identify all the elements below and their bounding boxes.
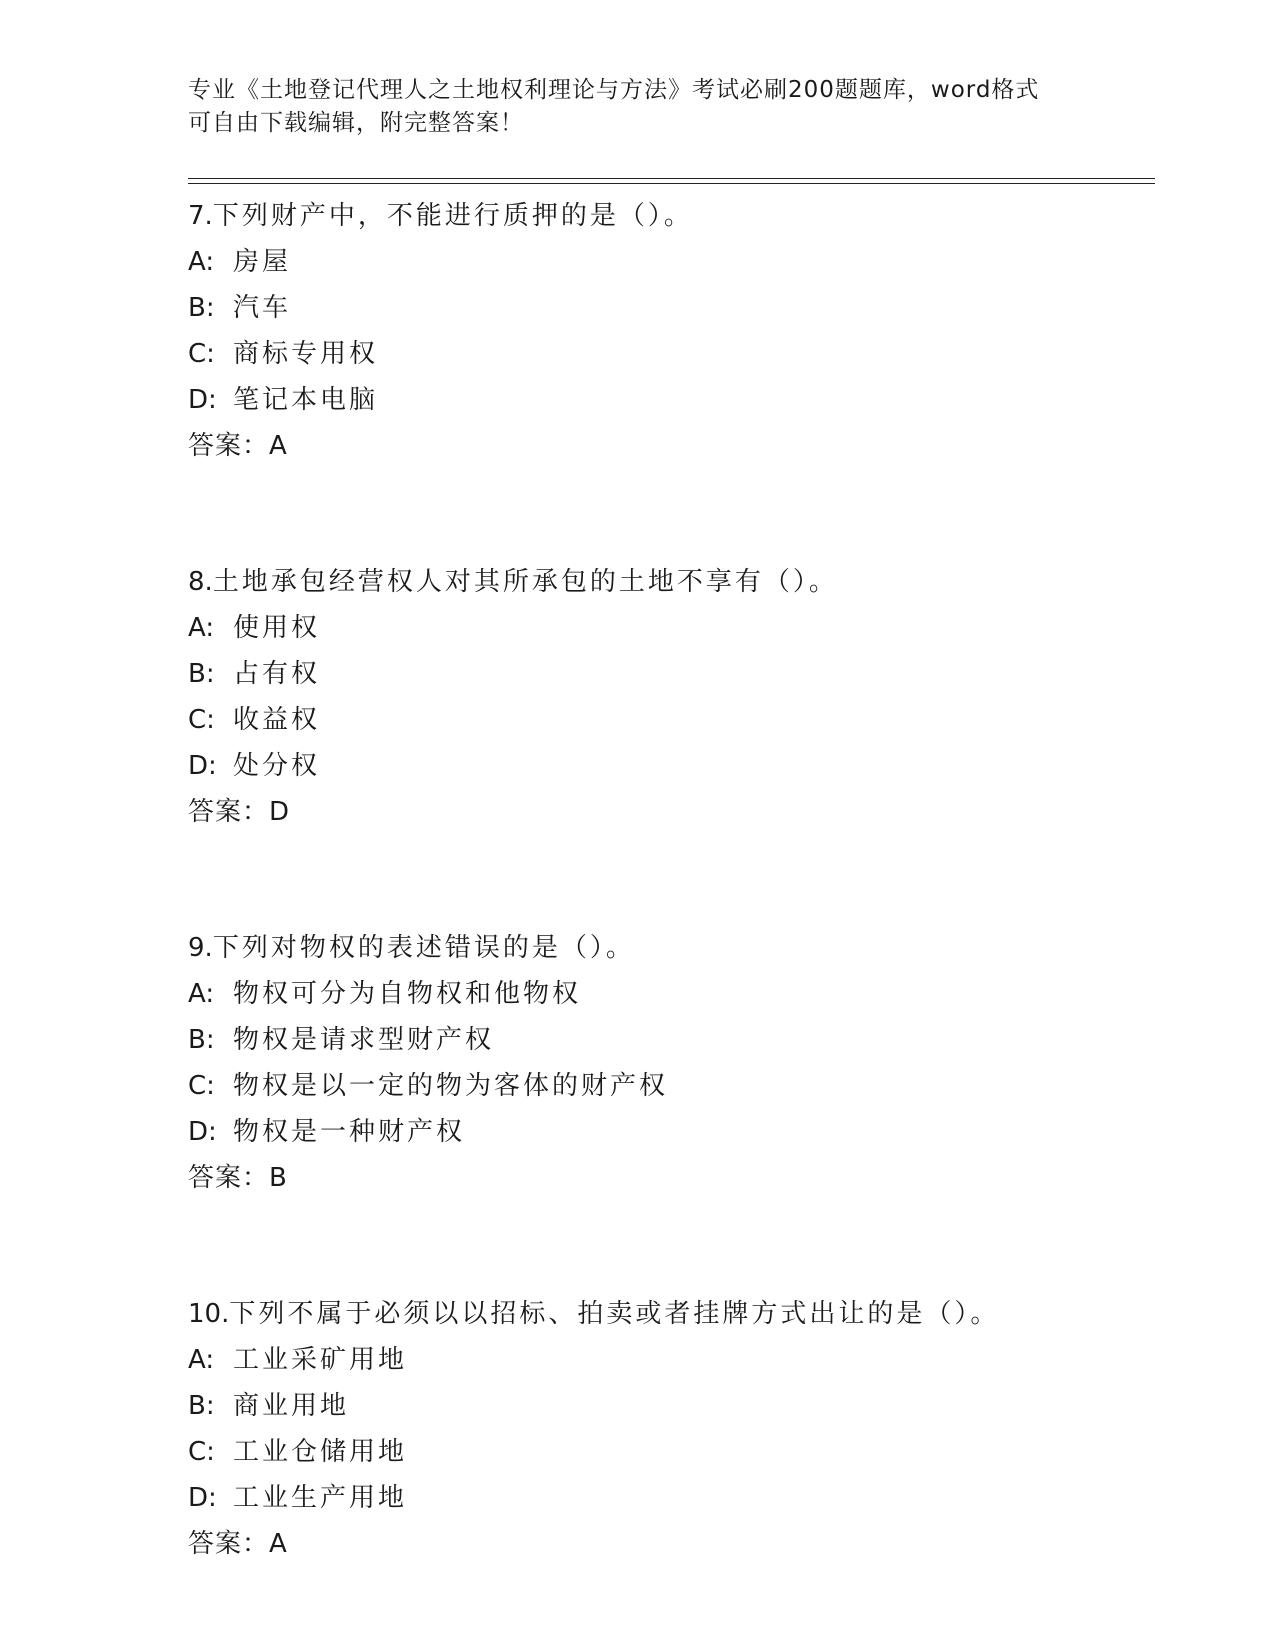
option-a [188,971,1148,1017]
answer-value: D [269,797,290,827]
option-text: 物权是一种财产权 [233,1117,466,1147]
option-letter: B: [188,1391,215,1421]
option-c [188,331,1148,377]
answer-line [188,423,1148,469]
option-d [188,743,1148,789]
option-text: 处分权 [233,751,321,781]
option-text: 商业用地 [233,1391,350,1421]
option-text: 收益权 [233,705,321,735]
question-stem [188,559,1148,605]
option-text: 物权可分为自物权和他物权 [233,979,582,1009]
question-10 [188,1291,1148,1567]
answer-label: 答案： [188,1529,270,1559]
option-text: 物权是请求型财产权 [233,1025,495,1055]
option-letter: C: [188,1071,215,1101]
option-letter: B: [188,1025,215,1055]
question-spacer [188,469,1148,559]
option-letter: A: [188,613,215,643]
answer-label: 答案： [188,431,270,461]
option-b [188,1383,1148,1429]
option-b [188,1017,1148,1063]
option-text: 工业生产用地 [233,1483,408,1513]
question-text: 土地承包经营权人对其所承包的土地不享有（）。 [212,567,838,597]
question-8 [188,559,1148,835]
option-c [188,697,1148,743]
answer-label: 答案： [188,1163,270,1193]
option-letter: A: [188,979,215,1009]
option-letter: A: [188,247,215,277]
question-number: 9. [188,933,213,963]
question-9 [188,925,1148,1201]
option-letter: D: [188,385,217,415]
question-spacer [188,835,1148,925]
question-number: 10. [188,1299,230,1329]
option-a [188,605,1148,651]
option-text: 占有权 [233,659,321,689]
question-number: 7. [188,201,213,231]
question-text: 下列对物权的表述错误的是（）。 [212,933,635,963]
option-d [188,1109,1148,1155]
answer-line [188,1521,1148,1567]
question-list [188,193,1148,1567]
option-letter: B: [188,659,215,689]
answer-line [188,1155,1148,1201]
option-letter: B: [188,293,215,323]
option-b [188,285,1148,331]
option-d [188,1475,1148,1521]
option-c [188,1429,1148,1475]
header-line-1: 专业《土地登记代理人之土地权利理论与方法》考试必刷200题题库，word格式 [188,77,1040,103]
option-a [188,239,1148,285]
option-a [188,1337,1148,1383]
answer-value: B [269,1163,287,1193]
option-d [188,377,1148,423]
option-text: 使用权 [233,613,321,643]
option-letter: C: [188,1437,215,1467]
question-stem [188,193,1148,239]
document-header [188,74,1088,140]
option-letter: D: [188,751,217,781]
option-text: 物权是以一定的物为客体的财产权 [233,1071,669,1101]
header-divider-top [188,178,1155,179]
option-letter: D: [188,1117,217,1147]
option-letter: A: [188,1345,215,1375]
option-letter: C: [188,705,215,735]
question-number: 8. [188,567,213,597]
header-line-2: 可自由下载编辑，附完整答案！ [188,110,524,136]
header-divider-bottom [188,183,1155,184]
answer-line [188,789,1148,835]
option-text: 汽车 [233,293,292,323]
option-text: 房屋 [233,247,292,277]
option-letter: C: [188,339,215,369]
question-7 [188,193,1148,469]
option-text: 笔记本电脑 [233,385,379,415]
question-text: 下列财产中，不能进行质押的是（）。 [212,201,693,231]
option-letter: D: [188,1483,217,1513]
option-text: 工业采矿用地 [233,1345,408,1375]
question-stem [188,1291,1148,1337]
option-c [188,1063,1148,1109]
option-b [188,651,1148,697]
answer-value: A [269,1529,287,1559]
answer-label: 答案： [188,797,270,827]
question-stem [188,925,1148,971]
option-text: 工业仓储用地 [233,1437,408,1467]
option-text: 商标专用权 [233,339,379,369]
question-spacer [188,1201,1148,1291]
question-text: 下列不属于必须以以招标、拍卖或者挂牌方式出让的是（）。 [229,1299,1000,1329]
answer-value: A [269,431,287,461]
